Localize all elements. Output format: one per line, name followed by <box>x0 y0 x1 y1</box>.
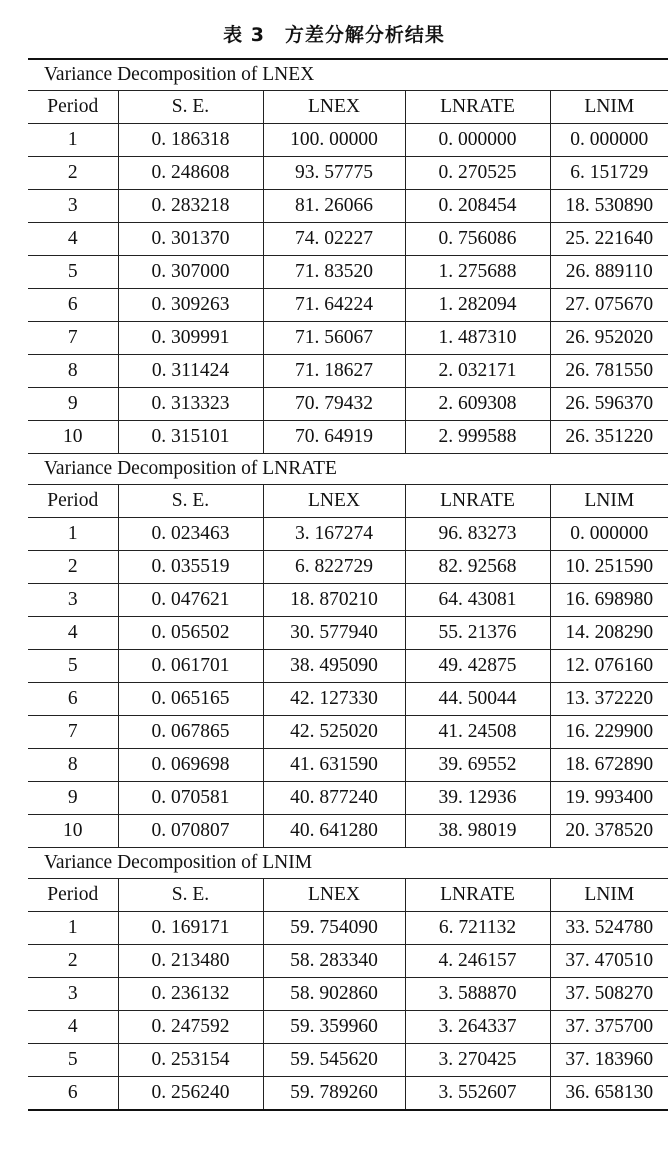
cell-period: 2 <box>28 551 118 584</box>
cell-se: 0. 213480 <box>118 945 263 978</box>
cell-period: 10 <box>28 815 118 848</box>
cell-lnim: 12. 076160 <box>550 650 668 683</box>
cell-lnrate: 64. 43081 <box>405 584 550 617</box>
cell-lnex: 59. 545620 <box>263 1044 405 1077</box>
cell-period: 6 <box>28 1077 118 1111</box>
cell-lnex: 59. 789260 <box>263 1077 405 1111</box>
cell-lnrate: 1. 282094 <box>405 289 550 322</box>
cell-lnrate: 6. 721132 <box>405 912 550 945</box>
cell-lnex: 40. 877240 <box>263 782 405 815</box>
cell-period: 3 <box>28 978 118 1011</box>
cell-lnim: 26. 596370 <box>550 388 668 421</box>
column-header-se: S. E. <box>118 485 263 518</box>
section-header-row <box>28 454 668 485</box>
column-header-row <box>28 879 668 912</box>
cell-period: 9 <box>28 782 118 815</box>
table-row <box>28 650 668 683</box>
column-header-lnrate: LNRATE <box>405 91 550 124</box>
cell-lnim: 18. 672890 <box>550 749 668 782</box>
cell-lnrate: 2. 609308 <box>405 388 550 421</box>
variance-decomposition-table <box>28 58 668 1111</box>
table-row <box>28 355 668 388</box>
cell-period: 4 <box>28 223 118 256</box>
cell-se: 0. 056502 <box>118 617 263 650</box>
cell-lnim: 26. 889110 <box>550 256 668 289</box>
cell-lnrate: 1. 275688 <box>405 256 550 289</box>
table-title: 表 3 方差分解分析结果 <box>223 24 445 46</box>
cell-se: 0. 309991 <box>118 322 263 355</box>
cell-period: 4 <box>28 617 118 650</box>
table-row <box>28 1011 668 1044</box>
column-header-period: Period <box>28 879 118 912</box>
cell-lnrate: 44. 50044 <box>405 683 550 716</box>
cell-se: 0. 283218 <box>118 190 263 223</box>
column-header-period: Period <box>28 91 118 124</box>
cell-se: 0. 070581 <box>118 782 263 815</box>
table-row <box>28 782 668 815</box>
cell-se: 0. 067865 <box>118 716 263 749</box>
cell-period: 8 <box>28 355 118 388</box>
table-row <box>28 945 668 978</box>
cell-period: 3 <box>28 190 118 223</box>
cell-lnim: 10. 251590 <box>550 551 668 584</box>
table-row <box>28 124 668 157</box>
cell-lnex: 59. 359960 <box>263 1011 405 1044</box>
cell-lnim: 16. 698980 <box>550 584 668 617</box>
cell-lnex: 74. 02227 <box>263 223 405 256</box>
cell-lnim: 33. 524780 <box>550 912 668 945</box>
cell-lnim: 6. 151729 <box>550 157 668 190</box>
cell-lnim: 19. 993400 <box>550 782 668 815</box>
section-label: Variance Decomposition of LNRATE <box>28 454 668 485</box>
cell-lnrate: 2. 032171 <box>405 355 550 388</box>
cell-lnrate: 55. 21376 <box>405 617 550 650</box>
cell-se: 0. 023463 <box>118 518 263 551</box>
cell-period: 9 <box>28 388 118 421</box>
column-header-row <box>28 91 668 124</box>
cell-lnim: 13. 372220 <box>550 683 668 716</box>
table-row <box>28 518 668 551</box>
cell-lnex: 42. 127330 <box>263 683 405 716</box>
cell-lnim: 0. 000000 <box>550 518 668 551</box>
cell-lnex: 38. 495090 <box>263 650 405 683</box>
cell-lnrate: 82. 92568 <box>405 551 550 584</box>
cell-lnex: 71. 18627 <box>263 355 405 388</box>
cell-lnex: 71. 56067 <box>263 322 405 355</box>
cell-lnex: 81. 26066 <box>263 190 405 223</box>
cell-lnex: 71. 64224 <box>263 289 405 322</box>
table-row <box>28 322 668 355</box>
cell-lnex: 100. 00000 <box>263 124 405 157</box>
cell-se: 0. 256240 <box>118 1077 263 1111</box>
cell-se: 0. 309263 <box>118 289 263 322</box>
column-header-lnim: LNIM <box>550 879 668 912</box>
cell-lnim: 0. 000000 <box>550 124 668 157</box>
cell-se: 0. 248608 <box>118 157 263 190</box>
section-label: Variance Decomposition of LNIM <box>28 848 668 879</box>
table-body <box>28 59 668 1110</box>
cell-lnim: 37. 470510 <box>550 945 668 978</box>
cell-lnex: 93. 57775 <box>263 157 405 190</box>
cell-lnrate: 0. 756086 <box>405 223 550 256</box>
cell-lnim: 37. 375700 <box>550 1011 668 1044</box>
cell-lnrate: 1. 487310 <box>405 322 550 355</box>
cell-lnim: 14. 208290 <box>550 617 668 650</box>
table-row <box>28 256 668 289</box>
cell-lnim: 27. 075670 <box>550 289 668 322</box>
cell-lnrate: 41. 24508 <box>405 716 550 749</box>
cell-lnim: 26. 781550 <box>550 355 668 388</box>
table-row <box>28 912 668 945</box>
cell-se: 0. 315101 <box>118 421 263 454</box>
cell-lnex: 71. 83520 <box>263 256 405 289</box>
cell-se: 0. 169171 <box>118 912 263 945</box>
cell-period: 3 <box>28 584 118 617</box>
column-header-lnex: LNEX <box>263 91 405 124</box>
cell-lnex: 41. 631590 <box>263 749 405 782</box>
cell-lnex: 18. 870210 <box>263 584 405 617</box>
cell-lnex: 40. 641280 <box>263 815 405 848</box>
cell-period: 5 <box>28 1044 118 1077</box>
cell-lnim: 36. 658130 <box>550 1077 668 1111</box>
cell-lnim: 37. 508270 <box>550 978 668 1011</box>
cell-lnex: 3. 167274 <box>263 518 405 551</box>
cell-period: 4 <box>28 1011 118 1044</box>
cell-se: 0. 061701 <box>118 650 263 683</box>
cell-period: 8 <box>28 749 118 782</box>
cell-lnrate: 39. 12936 <box>405 782 550 815</box>
cell-se: 0. 236132 <box>118 978 263 1011</box>
cell-period: 5 <box>28 256 118 289</box>
cell-lnrate: 96. 83273 <box>405 518 550 551</box>
table-row <box>28 421 668 454</box>
table-row <box>28 815 668 848</box>
table-row <box>28 223 668 256</box>
column-header-se: S. E. <box>118 91 263 124</box>
cell-se: 0. 047621 <box>118 584 263 617</box>
column-header-row <box>28 485 668 518</box>
cell-se: 0. 065165 <box>118 683 263 716</box>
cell-se: 0. 307000 <box>118 256 263 289</box>
cell-lnim: 37. 183960 <box>550 1044 668 1077</box>
column-header-lnrate: LNRATE <box>405 485 550 518</box>
cell-se: 0. 311424 <box>118 355 263 388</box>
table-row <box>28 716 668 749</box>
cell-period: 10 <box>28 421 118 454</box>
cell-period: 2 <box>28 945 118 978</box>
cell-lnex: 30. 577940 <box>263 617 405 650</box>
cell-lnim: 25. 221640 <box>550 223 668 256</box>
cell-se: 0. 035519 <box>118 551 263 584</box>
cell-se: 0. 301370 <box>118 223 263 256</box>
table-row <box>28 749 668 782</box>
column-header-lnim: LNIM <box>550 91 668 124</box>
cell-lnex: 42. 525020 <box>263 716 405 749</box>
table-row <box>28 551 668 584</box>
cell-lnrate: 0. 270525 <box>405 157 550 190</box>
section-header-row <box>28 59 668 91</box>
table-row <box>28 978 668 1011</box>
cell-lnex: 58. 902860 <box>263 978 405 1011</box>
cell-se: 0. 070807 <box>118 815 263 848</box>
cell-lnrate: 3. 264337 <box>405 1011 550 1044</box>
cell-se: 0. 069698 <box>118 749 263 782</box>
cell-period: 2 <box>28 157 118 190</box>
cell-se: 0. 186318 <box>118 124 263 157</box>
column-header-lnex: LNEX <box>263 879 405 912</box>
cell-lnrate: 49. 42875 <box>405 650 550 683</box>
cell-period: 6 <box>28 289 118 322</box>
cell-lnex: 6. 822729 <box>263 551 405 584</box>
column-header-lnrate: LNRATE <box>405 879 550 912</box>
section-label: Variance Decomposition of LNEX <box>28 59 668 91</box>
table-row <box>28 289 668 322</box>
cell-lnex: 59. 754090 <box>263 912 405 945</box>
cell-period: 7 <box>28 322 118 355</box>
column-header-period: Period <box>28 485 118 518</box>
cell-lnrate: 38. 98019 <box>405 815 550 848</box>
cell-lnex: 58. 283340 <box>263 945 405 978</box>
column-header-lnim: LNIM <box>550 485 668 518</box>
cell-se: 0. 247592 <box>118 1011 263 1044</box>
cell-lnex: 70. 64919 <box>263 421 405 454</box>
cell-se: 0. 253154 <box>118 1044 263 1077</box>
cell-lnrate: 3. 270425 <box>405 1044 550 1077</box>
table-row <box>28 683 668 716</box>
cell-period: 1 <box>28 518 118 551</box>
column-header-se: S. E. <box>118 879 263 912</box>
cell-period: 7 <box>28 716 118 749</box>
table-row <box>28 617 668 650</box>
cell-period: 6 <box>28 683 118 716</box>
cell-period: 5 <box>28 650 118 683</box>
cell-lnim: 20. 378520 <box>550 815 668 848</box>
section-header-row <box>28 848 668 879</box>
cell-lnim: 16. 229900 <box>550 716 668 749</box>
cell-lnex: 70. 79432 <box>263 388 405 421</box>
cell-lnrate: 4. 246157 <box>405 945 550 978</box>
table-row <box>28 190 668 223</box>
table-row <box>28 157 668 190</box>
cell-lnrate: 0. 208454 <box>405 190 550 223</box>
cell-lnrate: 2. 999588 <box>405 421 550 454</box>
cell-lnrate: 3. 552607 <box>405 1077 550 1111</box>
table-row <box>28 388 668 421</box>
cell-lnim: 18. 530890 <box>550 190 668 223</box>
cell-lnrate: 0. 000000 <box>405 124 550 157</box>
cell-se: 0. 313323 <box>118 388 263 421</box>
cell-period: 1 <box>28 124 118 157</box>
cell-period: 1 <box>28 912 118 945</box>
cell-lnim: 26. 952020 <box>550 322 668 355</box>
cell-lnrate: 3. 588870 <box>405 978 550 1011</box>
table-row <box>28 1077 668 1111</box>
table-row <box>28 1044 668 1077</box>
column-header-lnex: LNEX <box>263 485 405 518</box>
table-row <box>28 584 668 617</box>
cell-lnim: 26. 351220 <box>550 421 668 454</box>
cell-lnrate: 39. 69552 <box>405 749 550 782</box>
